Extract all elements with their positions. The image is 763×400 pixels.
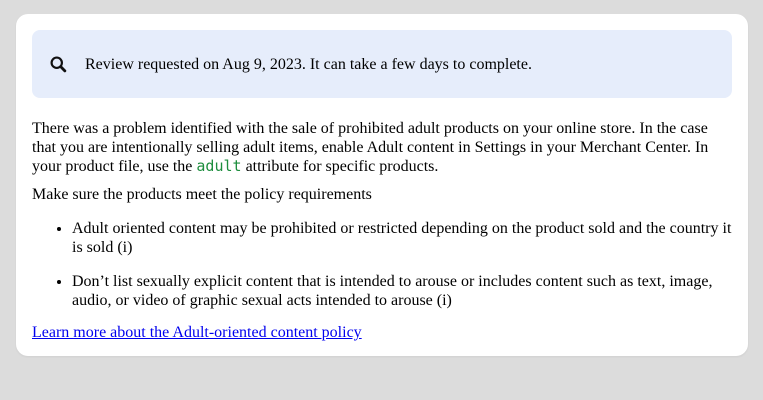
requirements-heading: Make sure the products meet the policy requirements <box>32 186 372 203</box>
requirement-item-text: Don’t list sexually explicit content that is intended to arouse or includes content such as text, image, audio, or video of graphic sexual acts intended to arouse (i) <box>72 273 713 309</box>
review-status-text: Review requested on Aug 9, 2023. It can take a few days to complete. <box>85 55 532 73</box>
requirements-list <box>32 219 732 310</box>
requirement-item <box>72 219 732 257</box>
learn-more-link[interactable]: Learn more about the Adult-oriented content policy <box>32 324 362 341</box>
review-status-banner <box>32 30 732 98</box>
issue-description <box>32 119 732 176</box>
requirement-item-text: Adult oriented content may be prohibited or restricted depending on the product sold and the country it is sold (i) <box>72 220 732 256</box>
policy-issue-card <box>16 14 748 356</box>
search-icon <box>48 54 68 74</box>
issue-description-tail: attribute for specific products. <box>241 158 439 175</box>
adult-attribute-code: adult <box>196 157 242 175</box>
requirement-item <box>72 272 732 310</box>
issue-description-lead: There was a problem identified with the sale of prohibited adult products on your online store. In the case that you are intentionally selling adult items, enable Adult content in Settings in your Merchant Center. In your product file, use the <box>32 120 709 175</box>
